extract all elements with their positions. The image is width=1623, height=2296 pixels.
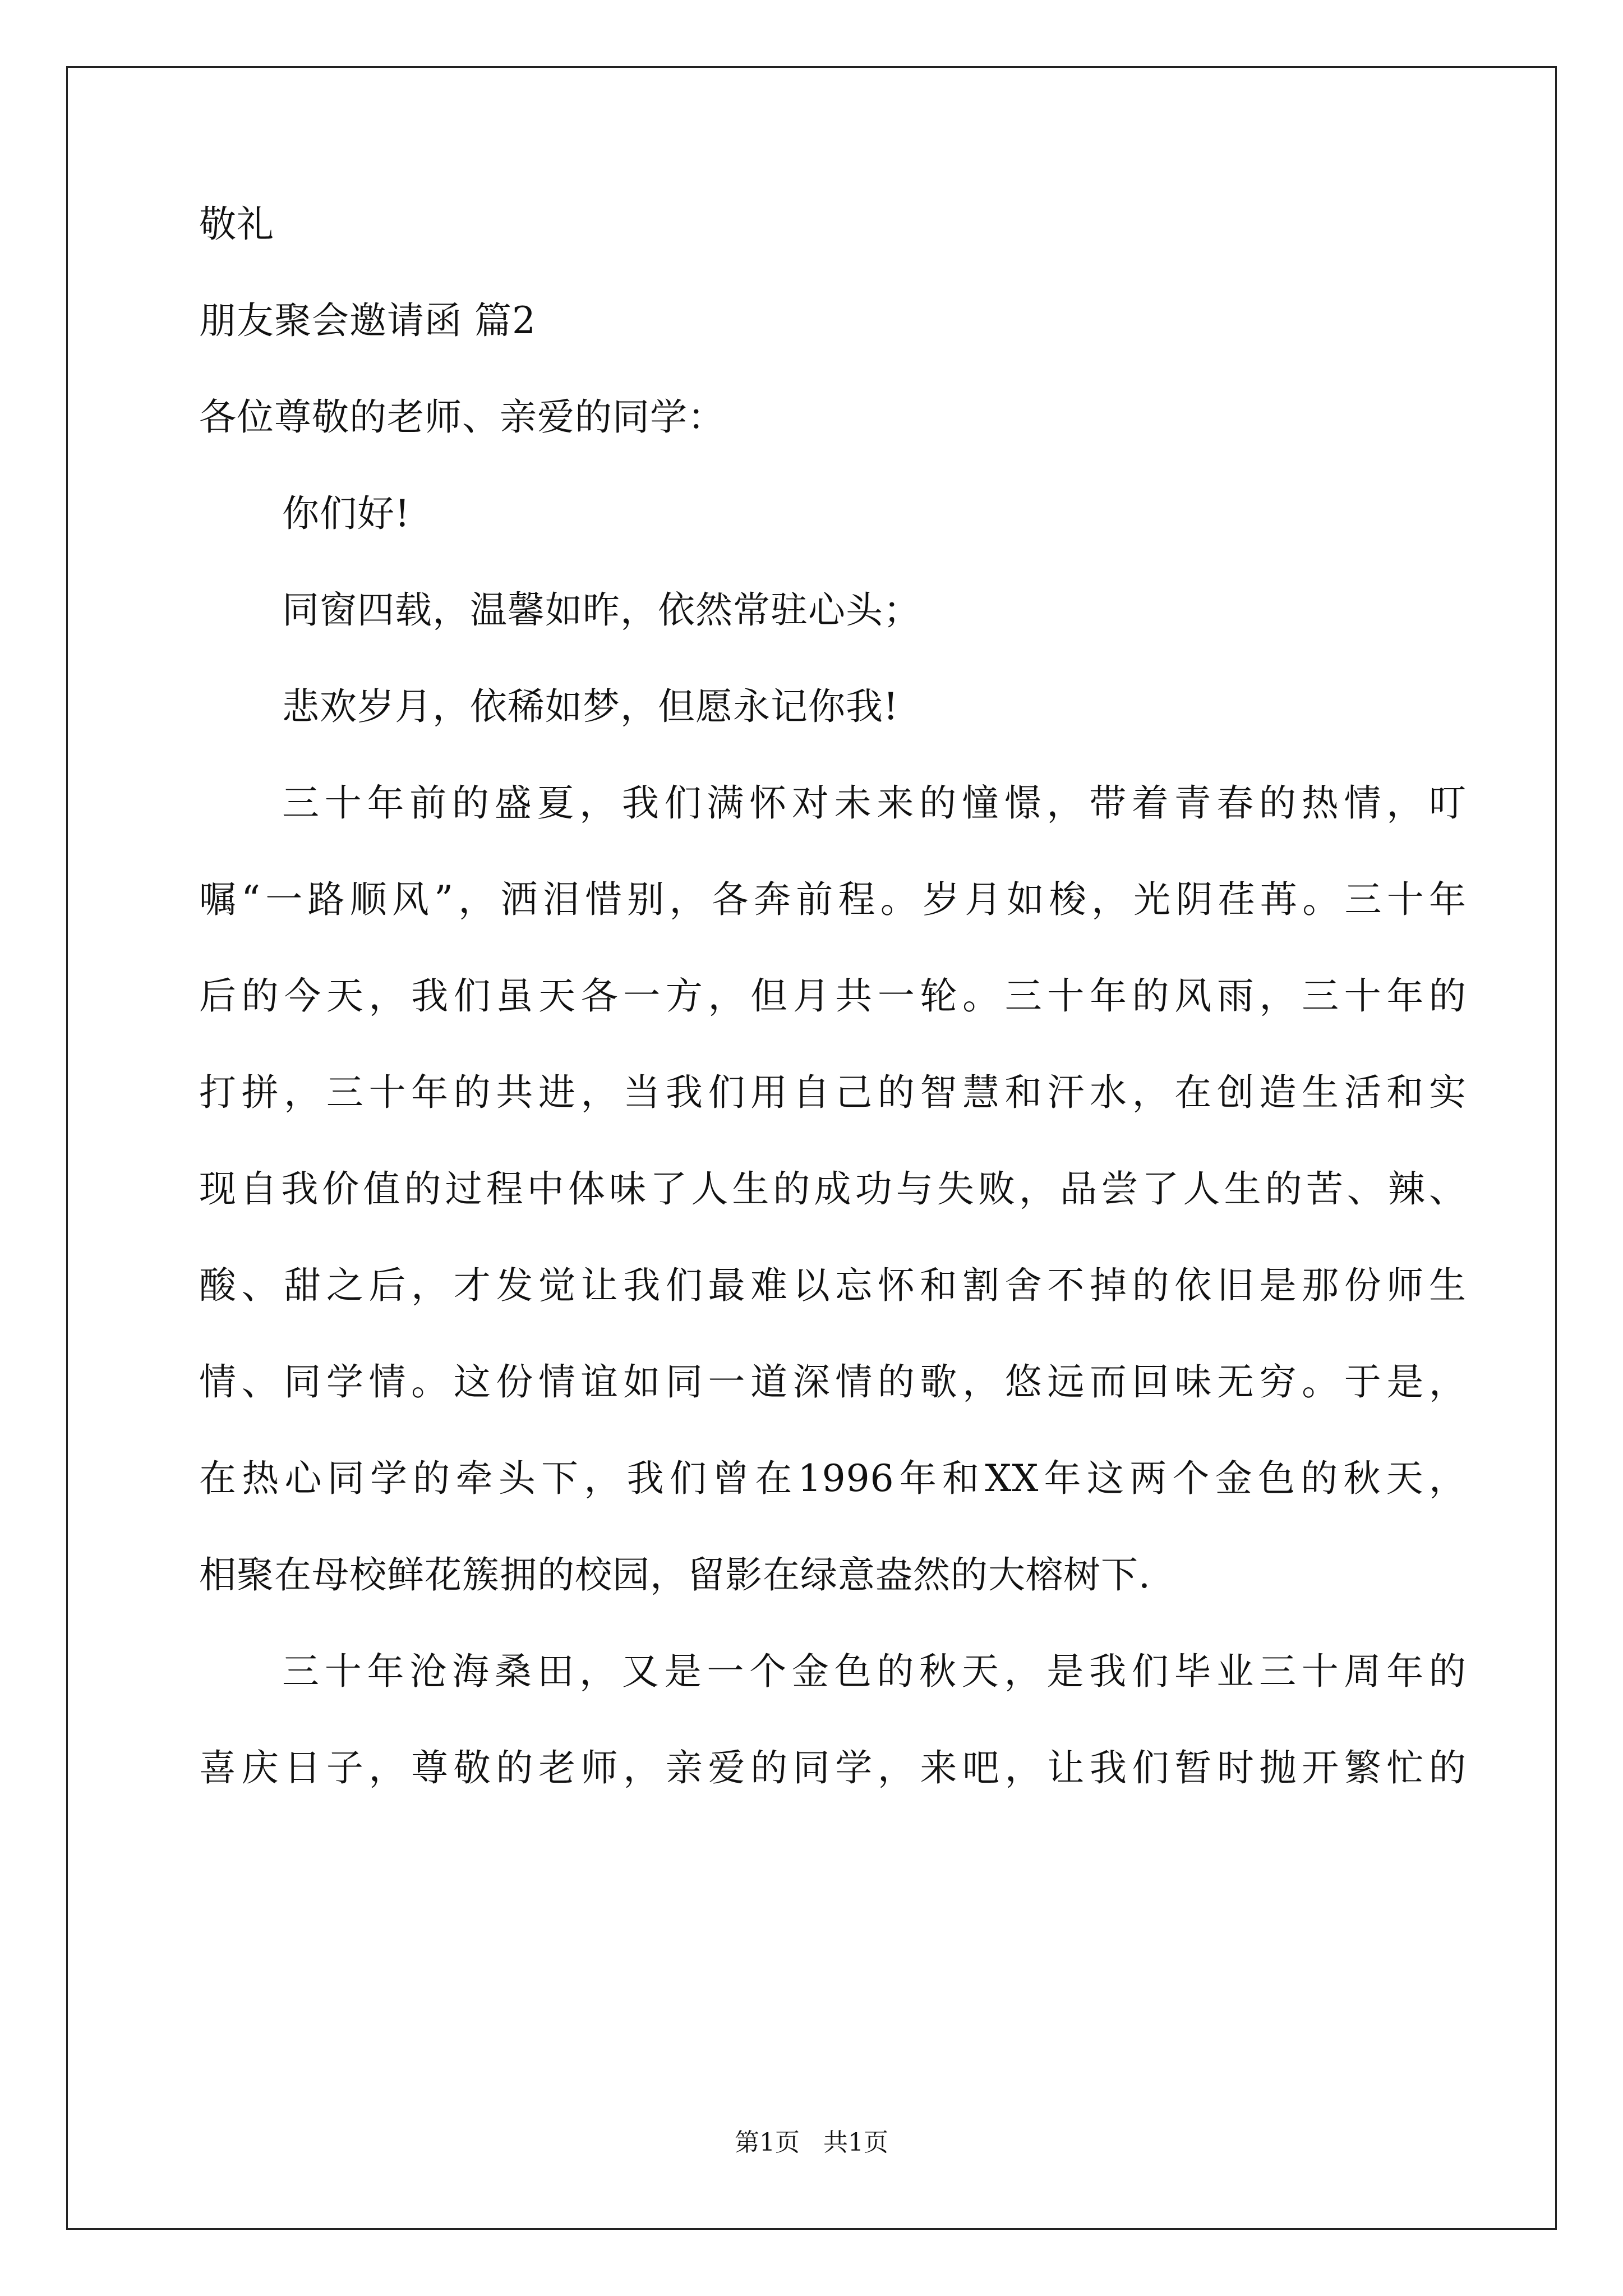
paragraph-1-line-5: 现自我价值的过程中体味了人生的成功与失败，品尝了人生的苦、辣、 [199, 1167, 1467, 1211]
page-border [66, 66, 1557, 2230]
paragraph-2-line-2: 喜庆日子，尊敬的老师，亲爱的同学，来吧，让我们暂时抛开繁忙的 [199, 1746, 1467, 1789]
paragraph-1-line-1: 三十年前的盛夏，我们满怀对未来的憧憬，带着青春的热情，叮 [282, 781, 1467, 825]
paragraph-2-line-1: 三十年沧海桑田，又是一个金色的秋天，是我们毕业三十周年的 [282, 1650, 1467, 1693]
verse-line-1: 同窗四载，温馨如昨，依然常驻心头； [282, 588, 921, 632]
hello-line: 你们好! [282, 492, 411, 535]
paragraph-1-line-8: 在热心同学的牵头下，我们曾在1996年和XX年这两个金色的秋天， [199, 1457, 1467, 1500]
verse-line-2: 悲欢岁月，依稀如梦，但愿永记你我! [282, 685, 899, 728]
paragraph-1-line-9: 相聚在母校鲜花簇拥的校园，留影在绿意盎然的大榕树下. [199, 1553, 1151, 1596]
paragraph-1-line-2: 嘱“一路顺风”，洒泪惜别，各奔前程。岁月如梭，光阴荏苒。三十年 [199, 878, 1467, 921]
greeting-line: 各位尊敬的老师、亲爱的同学： [199, 395, 725, 439]
paragraph-1-line-6: 酸、甜之后，才发觉让我们最难以忘怀和割舍不掉的依旧是那份师生 [199, 1264, 1467, 1307]
page-footer: 第1页 共1页 [735, 2128, 888, 2157]
paragraph-1-line-3: 后的今天，我们虽天各一方，但月共一轮。三十年的风雨，三十年的 [199, 974, 1467, 1018]
section-title: 朋友聚会邀请函 篇2 [199, 299, 536, 342]
closing-salutation: 敬礼 [199, 203, 274, 246]
paragraph-1-line-7: 情、同学情。这份情谊如同一道深情的歌，悠远而回味无穷。于是， [199, 1360, 1467, 1404]
paragraph-1-line-4: 打拼，三十年的共进，当我们用自己的智慧和汗水，在创造生活和实 [199, 1071, 1467, 1114]
